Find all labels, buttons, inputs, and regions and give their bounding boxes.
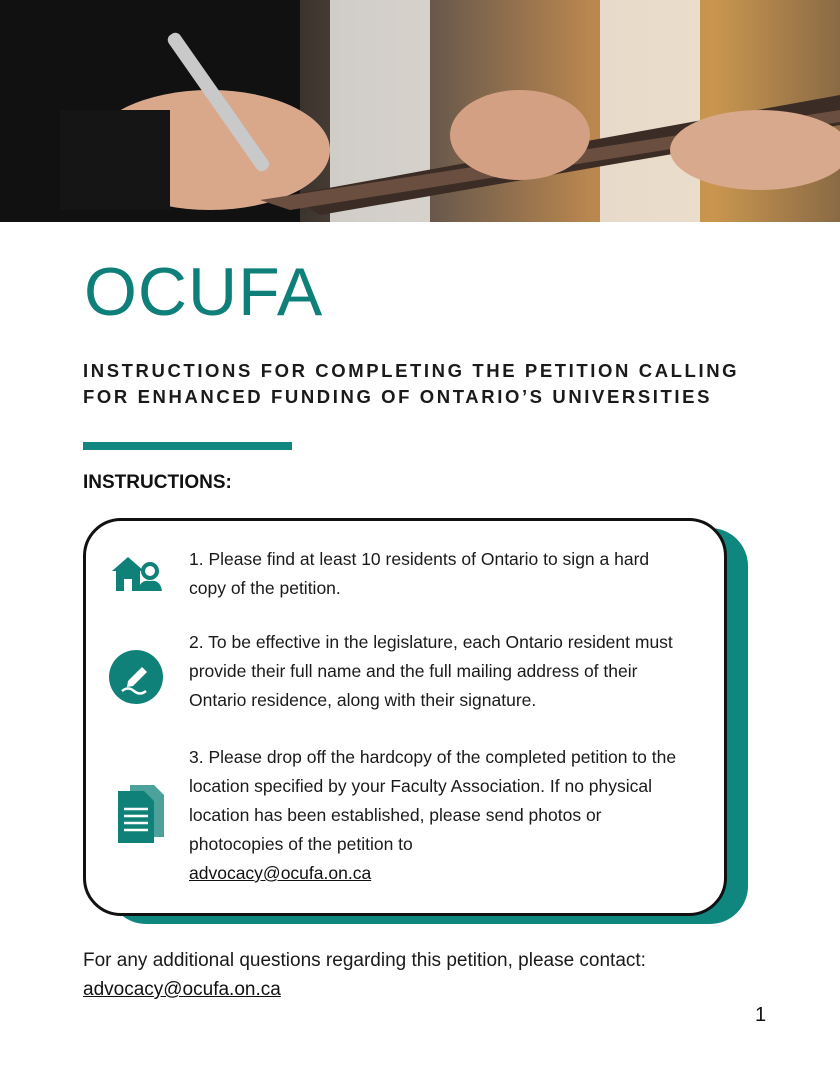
hands-signing-illustration (0, 0, 840, 222)
documents-icon (116, 783, 172, 839)
step-2-text: 2. To be effective in the legislature, each Ontario resident must provide their full name and the full mailing address of their Ontario residence, along with their signature. (189, 632, 673, 710)
page-number: 1 (755, 1004, 767, 1026)
contact-text: For any additional questions regarding this petition, please contact: (83, 950, 646, 971)
accent-divider (83, 442, 292, 450)
home-person-icon (108, 551, 164, 607)
step-3-email-link[interactable]: advocacy@ocufa.on.ca (189, 863, 372, 883)
instructions-heading: INSTRUCTIONS: (83, 472, 232, 493)
contact-info (83, 946, 783, 1004)
ocufa-logo: OCUFA (84, 254, 324, 330)
hero-image (0, 0, 840, 222)
step-1-text: 1. Please find at least 10 residents of Ontario to sign a hard copy of the petition. (189, 549, 650, 598)
step-3-body: 3. Please drop off the hardcopy of the completed petition to the location specified by your Faculty Association. If no physical location has been established, please send photos or photocopies of the petition to (189, 747, 677, 854)
instructions-card (83, 518, 727, 916)
page-title: INSTRUCTIONS FOR COMPLETING THE PETITION CALLING FOR ENHANCED FUNDING OF ONTARIO’S UNIVERSITIES (83, 360, 740, 407)
step-3-text (189, 743, 689, 888)
pencil-signature-icon (108, 649, 164, 705)
contact-email-link[interactable]: advocacy@ocufa.on.ca (83, 979, 281, 1000)
